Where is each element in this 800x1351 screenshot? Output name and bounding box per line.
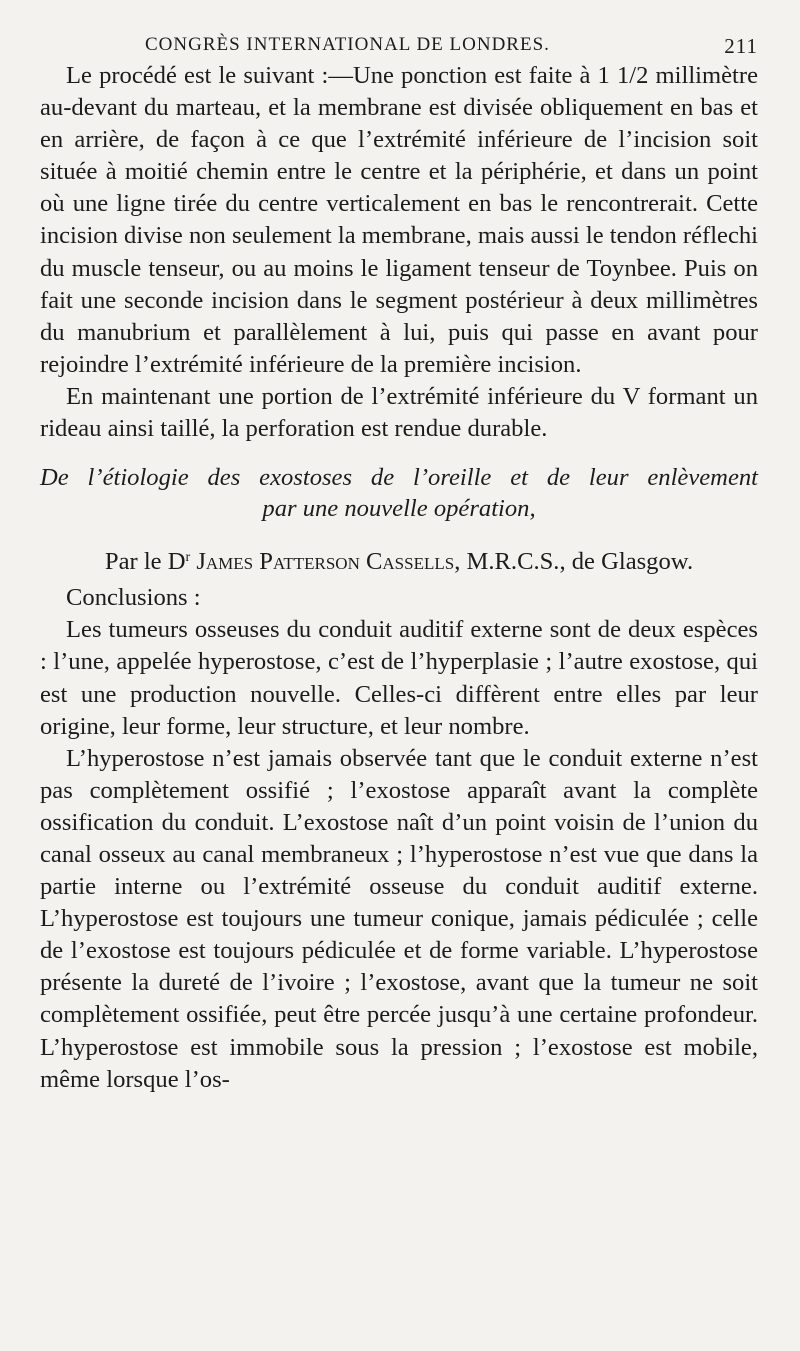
paragraph-hyperostose: L’hyperostose n’est jamais observée tant que le conduit externe n’est pas complètement ossifié ; l’exostose apparaît avant la complète ossification du conduit. L’exostose naît d’un point voisin de l’union du canal osseux au canal membraneux ; l’hyperostose n’est vue que dans la partie interne ou l’extrémité osseuse du conduit auditif externe. L’hyperostose est toujours une tumeur conique, jamais pédiculée ; celle de l’exostose est toujours pédiculée et de forme variable. L’hyperostose présente la dureté de l’ivoire ; l’exostose, avant que la tumeur ne soit complètement ossifiée, peut être percée jusqu’à une certaine profondeur. L’hyperostose est immobile sous la pression ; l’exostose est mobile, même lorsque l’os- [40, 744, 758, 1093]
running-header [40, 24, 758, 60]
byline-suffix: , M.R.C.S., de Glasgow. [454, 548, 694, 576]
article-heading-line1: De l’étiologie des exostoses de l’oreille et de leur enlèvement [40, 464, 758, 492]
article-heading-line2: par une nouvelle opération, [262, 495, 536, 523]
author-byline [40, 542, 758, 578]
paragraph-procedure: Le procédé est le suivant :—Une ponction est faite à 1 1/2 millimètre au-devant du marteau, et la membrane est divisée obliquement en bas et en arrière, de façon à ce que l’extrémité inférieure de l’incision soit située à moitié chemin entre le centre et la périphérie, et dans un point où une ligne tirée du centre verticalement en bas le rencontrerait. Cette incision divise non seulement la membrane, mais aussi le tendon réflechi du muscle tenseur, ou au moins le ligament tenseur de Toynbee. Puis on fait une seconde incision dans le segment postérieur à deux millimètres du manubrium et parallèlement à lui, puis qui passe en avant pour rejoindre l’extrémité inférieure de la première incision. [40, 62, 758, 378]
author-name: James Patterson Cassells [196, 548, 455, 576]
page-number: 211 [724, 34, 758, 58]
article-heading [40, 462, 758, 524]
byline-prefix: Par le D [104, 548, 186, 576]
paragraph-tumeurs: Les tumeurs osseuses du conduit auditif externe sont de deux espèces : l’une, appelée hyperostose, c’est de l’hyperplasie ; l’autre exostose, qui est une production nouvelle. Celles-ci diffèrent entre elles par leur origine, leur forme, leur structure, et leur nombre. [40, 616, 758, 740]
paragraph-perforation: En maintenant une portion de l’extrémité inférieure du V formant un rideau ainsi taillé, la perforation est rendue durable. [40, 382, 758, 443]
byline-superscript: r [185, 550, 191, 566]
conclusions-label: Conclusions : [66, 584, 201, 612]
body-text [40, 60, 758, 1096]
running-title: CONGRÈS INTERNATIONAL DE LONDRES. [145, 34, 550, 55]
